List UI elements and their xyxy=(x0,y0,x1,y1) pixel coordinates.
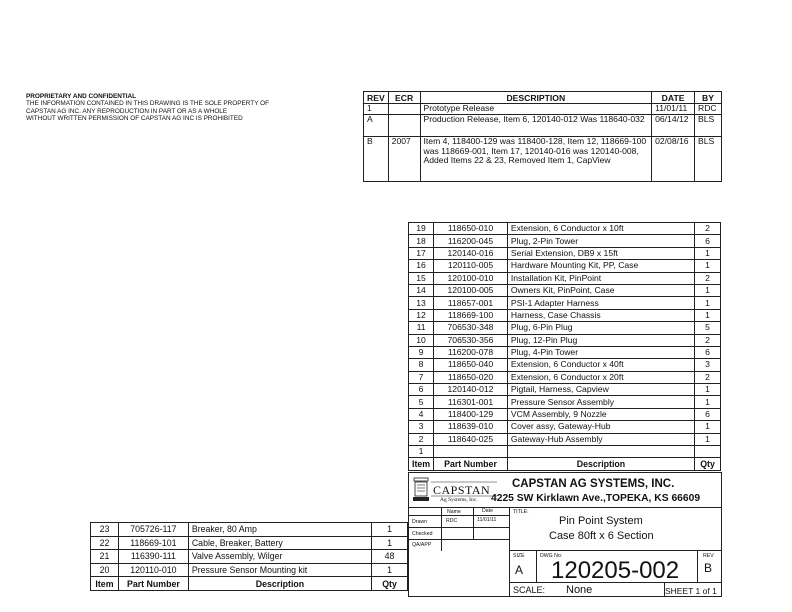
part-cell: 116200-078 xyxy=(434,346,508,358)
qty-cell: 1 xyxy=(695,297,721,309)
part-cell: 118640-025 xyxy=(434,433,508,445)
size-value: A xyxy=(515,563,524,577)
qty-cell: 1 xyxy=(695,284,721,296)
bom-header-row xyxy=(91,577,408,591)
proprietary-notice xyxy=(26,93,356,123)
part-cell: 118650-010 xyxy=(434,223,508,235)
bom-row xyxy=(409,297,721,309)
bom-row xyxy=(409,371,721,383)
proprietary-line: WITHOUT WRITTEN PERMISSION OF CAPSTAN AG INC IS PROHIBITED xyxy=(26,115,243,123)
by-cell: BLS xyxy=(695,115,722,137)
name-label: Name xyxy=(447,509,461,515)
rev-header: REV xyxy=(364,92,389,104)
item-cell: 13 xyxy=(409,297,434,309)
description-cell: Valve Assembly, Wilger xyxy=(188,550,371,564)
by-cell: BLS xyxy=(695,137,722,182)
rev-label: REV xyxy=(703,553,714,559)
item-cell: 5 xyxy=(409,396,434,408)
bom-row xyxy=(409,396,721,408)
title-block xyxy=(408,472,722,597)
part-cell: 118669-100 xyxy=(434,309,508,321)
bom-row xyxy=(409,322,721,334)
date-label: Date xyxy=(482,508,493,514)
description-cell: Production Release, Item 6, 120140-012 Was 118640-032 xyxy=(420,115,652,137)
date-cell: 11/01/11 xyxy=(652,104,695,115)
part-cell: 120140-016 xyxy=(434,247,508,259)
item-cell: 21 xyxy=(91,550,119,564)
item-cell: 1 xyxy=(409,446,434,458)
ecr-cell xyxy=(388,104,420,115)
part-cell: 706530-348 xyxy=(434,322,508,334)
part-cell: 120100-005 xyxy=(434,284,508,296)
company-address: 4225 SW Kirklawn Ave.,TOPEKA, KS 66609 xyxy=(491,493,701,504)
drawing-title-line1: Pin Point System xyxy=(559,515,643,527)
revision-row xyxy=(364,104,722,115)
bom-table-lower xyxy=(90,522,408,591)
rev-cell: B xyxy=(364,137,389,182)
proprietary-heading: PROPRIETARY AND CONFIDENTIAL xyxy=(26,93,137,100)
qty-cell xyxy=(695,446,721,458)
part-cell: 118639-010 xyxy=(434,421,508,433)
drawing-number: 120205-002 xyxy=(551,557,680,584)
description-cell: Plug, 2-Pin Tower xyxy=(507,235,694,247)
part-cell: 705726-117 xyxy=(118,523,188,537)
by-cell: RDC xyxy=(695,104,722,115)
description-cell: Extension, 6 Conductor x 10ft xyxy=(507,223,694,235)
description-cell: Cable, Breaker, Battery xyxy=(188,536,371,550)
bom-row xyxy=(409,334,721,346)
part-cell: 116301-001 xyxy=(434,396,508,408)
bom-header-row xyxy=(409,458,721,470)
qty-cell: 3 xyxy=(695,359,721,371)
rev-cell: A xyxy=(364,115,389,137)
revision-table xyxy=(363,91,722,182)
proprietary-line: THE INFORMATION CONTAINED IN THIS DRAWING IS THE SOLE PROPERTY OF xyxy=(26,100,269,108)
bom-row xyxy=(409,359,721,371)
item-cell: 9 xyxy=(409,346,434,358)
qty-cell: 1 xyxy=(695,396,721,408)
capstan-logo xyxy=(413,476,499,504)
rev-cell: 1 xyxy=(364,104,389,115)
description-cell: VCM Assembly, 9 Nozzle xyxy=(507,408,694,420)
description-cell: Pigtail, Harness, Capview xyxy=(507,384,694,396)
qty-cell: 1 xyxy=(372,563,408,577)
drawn-name: RDC xyxy=(446,518,458,524)
bom-row xyxy=(409,384,721,396)
qty-cell: 1 xyxy=(372,536,408,550)
part-header: Part Number xyxy=(434,458,508,470)
description-cell: Breaker, 80 Amp xyxy=(188,523,371,537)
description-cell: Installation Kit, PinPoint xyxy=(507,272,694,284)
bom-row xyxy=(409,421,721,433)
description-cell: Plug, 6-Pin Plug xyxy=(507,322,694,334)
item-cell: 19 xyxy=(409,223,434,235)
part-cell: 118657-001 xyxy=(434,297,508,309)
qty-cell: 2 xyxy=(695,272,721,284)
description-cell: Gateway-Hub Assembly xyxy=(507,433,694,445)
bom-row xyxy=(409,446,721,458)
qty-cell: 2 xyxy=(695,334,721,346)
description-cell: Plug, 4-Pin Tower xyxy=(507,346,694,358)
item-cell: 10 xyxy=(409,334,434,346)
revision-row xyxy=(364,115,722,137)
qty-cell: 1 xyxy=(695,309,721,321)
checked-label: Checked xyxy=(412,531,433,537)
qty-cell: 2 xyxy=(695,223,721,235)
bom-row xyxy=(91,550,408,564)
qty-cell: 1 xyxy=(695,260,721,272)
ecr-header: ECR xyxy=(388,92,420,104)
qty-cell: 5 xyxy=(695,322,721,334)
item-cell: 11 xyxy=(409,322,434,334)
rev-value: B xyxy=(704,561,713,575)
description-cell: Owners Kit, PinPoint, Case xyxy=(507,284,694,296)
description-cell: Extension, 6 Conductor x 20ft xyxy=(507,371,694,383)
description-cell: Prototype Release xyxy=(420,104,652,115)
description-cell: Pressure Sensor Mounting kit xyxy=(188,563,371,577)
description-cell: Pressure Sensor Assembly xyxy=(507,396,694,408)
date-header: DATE xyxy=(652,92,695,104)
part-cell: 116200-045 xyxy=(434,235,508,247)
qty-cell: 48 xyxy=(372,550,408,564)
part-cell: 120100-010 xyxy=(434,272,508,284)
part-cell: 118650-040 xyxy=(434,359,508,371)
part-cell: 118400-129 xyxy=(434,408,508,420)
item-cell: 8 xyxy=(409,359,434,371)
bom-row xyxy=(409,309,721,321)
item-cell: 2 xyxy=(409,433,434,445)
bom-row xyxy=(409,247,721,259)
company-name: CAPSTAN AG SYSTEMS, INC. xyxy=(512,478,675,490)
description-header: Description xyxy=(507,458,694,470)
description-cell: Hardware Mounting Kit, PP, Case xyxy=(507,260,694,272)
date-cell: 02/08/16 xyxy=(652,137,695,182)
revision-header-row xyxy=(364,92,722,104)
bom-row xyxy=(409,284,721,296)
qty-header: Qty xyxy=(372,577,408,591)
qty-cell: 6 xyxy=(695,235,721,247)
ecr-cell xyxy=(388,115,420,137)
item-cell: 17 xyxy=(409,247,434,259)
part-cell: 706530-356 xyxy=(434,334,508,346)
description-cell: Harness, Case Chassis xyxy=(507,309,694,321)
qty-cell: 1 xyxy=(695,433,721,445)
description-cell: Item 4, 118400-129 was 118400-128, Item 12, 118669-100 was 118669-001, Item 17, 120140-016 was 120140-008, Added Items 22 & 23, Removed Item 1, CapView xyxy=(420,137,652,182)
drawn-label: Drawn xyxy=(412,519,427,525)
logo-subtitle: Ag Systems, Inc. xyxy=(440,497,478,503)
part-cell: 120140-012 xyxy=(434,384,508,396)
part-cell: 118669-101 xyxy=(118,536,188,550)
item-cell: 6 xyxy=(409,384,434,396)
description-cell: Plug, 12-Pin Plug xyxy=(507,334,694,346)
bom-row xyxy=(409,408,721,420)
scale-label: SCALE: xyxy=(513,585,546,595)
item-cell: 22 xyxy=(91,536,119,550)
dwg-label: DWG No: xyxy=(540,553,563,559)
item-cell: 23 xyxy=(91,523,119,537)
item-cell: 15 xyxy=(409,272,434,284)
qty-cell: 1 xyxy=(372,523,408,537)
title-label: TITLE: xyxy=(513,509,529,515)
by-header: BY xyxy=(695,92,722,104)
item-cell: 4 xyxy=(409,408,434,420)
part-cell: 120110-010 xyxy=(118,563,188,577)
part-cell: 120110-005 xyxy=(434,260,508,272)
proprietary-line: CAPSTAN AG INC. ANY REPRODUCTION IN PART OR AS A WHOLE xyxy=(26,107,228,115)
bom-row xyxy=(409,346,721,358)
item-cell: 18 xyxy=(409,235,434,247)
bom-row xyxy=(409,433,721,445)
item-cell: 7 xyxy=(409,371,434,383)
item-cell: 16 xyxy=(409,260,434,272)
description-cell: Extension, 6 Conductor x 40ft xyxy=(507,359,694,371)
bom-row xyxy=(91,563,408,577)
ecr-cell: 2007 xyxy=(388,137,420,182)
drawn-date: 11/01/11 xyxy=(477,517,497,523)
scale-value: None xyxy=(566,584,593,596)
item-cell: 3 xyxy=(409,421,434,433)
bom-row xyxy=(409,235,721,247)
item-header: Item xyxy=(409,458,434,470)
item-header: Item xyxy=(91,577,119,591)
qty-header: Qty xyxy=(695,458,721,470)
qty-cell: 6 xyxy=(695,408,721,420)
qty-cell: 1 xyxy=(695,421,721,433)
bom-row xyxy=(91,523,408,537)
bom-row xyxy=(91,536,408,550)
description-header: Description xyxy=(188,577,371,591)
qa-label: QA/APP xyxy=(412,542,432,548)
item-cell: 20 xyxy=(91,563,119,577)
qty-cell: 6 xyxy=(695,346,721,358)
description-cell: Cover assy, Gateway-Hub xyxy=(507,421,694,433)
bom-row xyxy=(409,272,721,284)
description-cell: Serial Extension, DB9 x 15ft xyxy=(507,247,694,259)
part-cell xyxy=(434,446,508,458)
bom-table xyxy=(408,222,721,471)
logo-word: CAPSTAN xyxy=(433,483,491,497)
drawing-title-line2: Case 80ft x 6 Section xyxy=(549,530,654,542)
qty-cell: 1 xyxy=(695,247,721,259)
description-cell: PSI-1 Adapter Harness xyxy=(507,297,694,309)
revision-row xyxy=(364,137,722,182)
part-cell: 116390-111 xyxy=(118,550,188,564)
part-header: Part Number xyxy=(118,577,188,591)
bom-row xyxy=(409,260,721,272)
description-cell xyxy=(507,446,694,458)
sheet-number: SHEET 1 of 1 xyxy=(665,586,717,596)
date-cell: 06/14/12 xyxy=(652,115,695,137)
item-cell: 14 xyxy=(409,284,434,296)
qty-cell: 1 xyxy=(695,384,721,396)
part-cell: 118650-020 xyxy=(434,371,508,383)
item-cell: 12 xyxy=(409,309,434,321)
bom-row xyxy=(409,223,721,235)
description-header: DESCRIPTION xyxy=(420,92,652,104)
qty-cell: 2 xyxy=(695,371,721,383)
size-label: SIZE xyxy=(513,553,525,559)
